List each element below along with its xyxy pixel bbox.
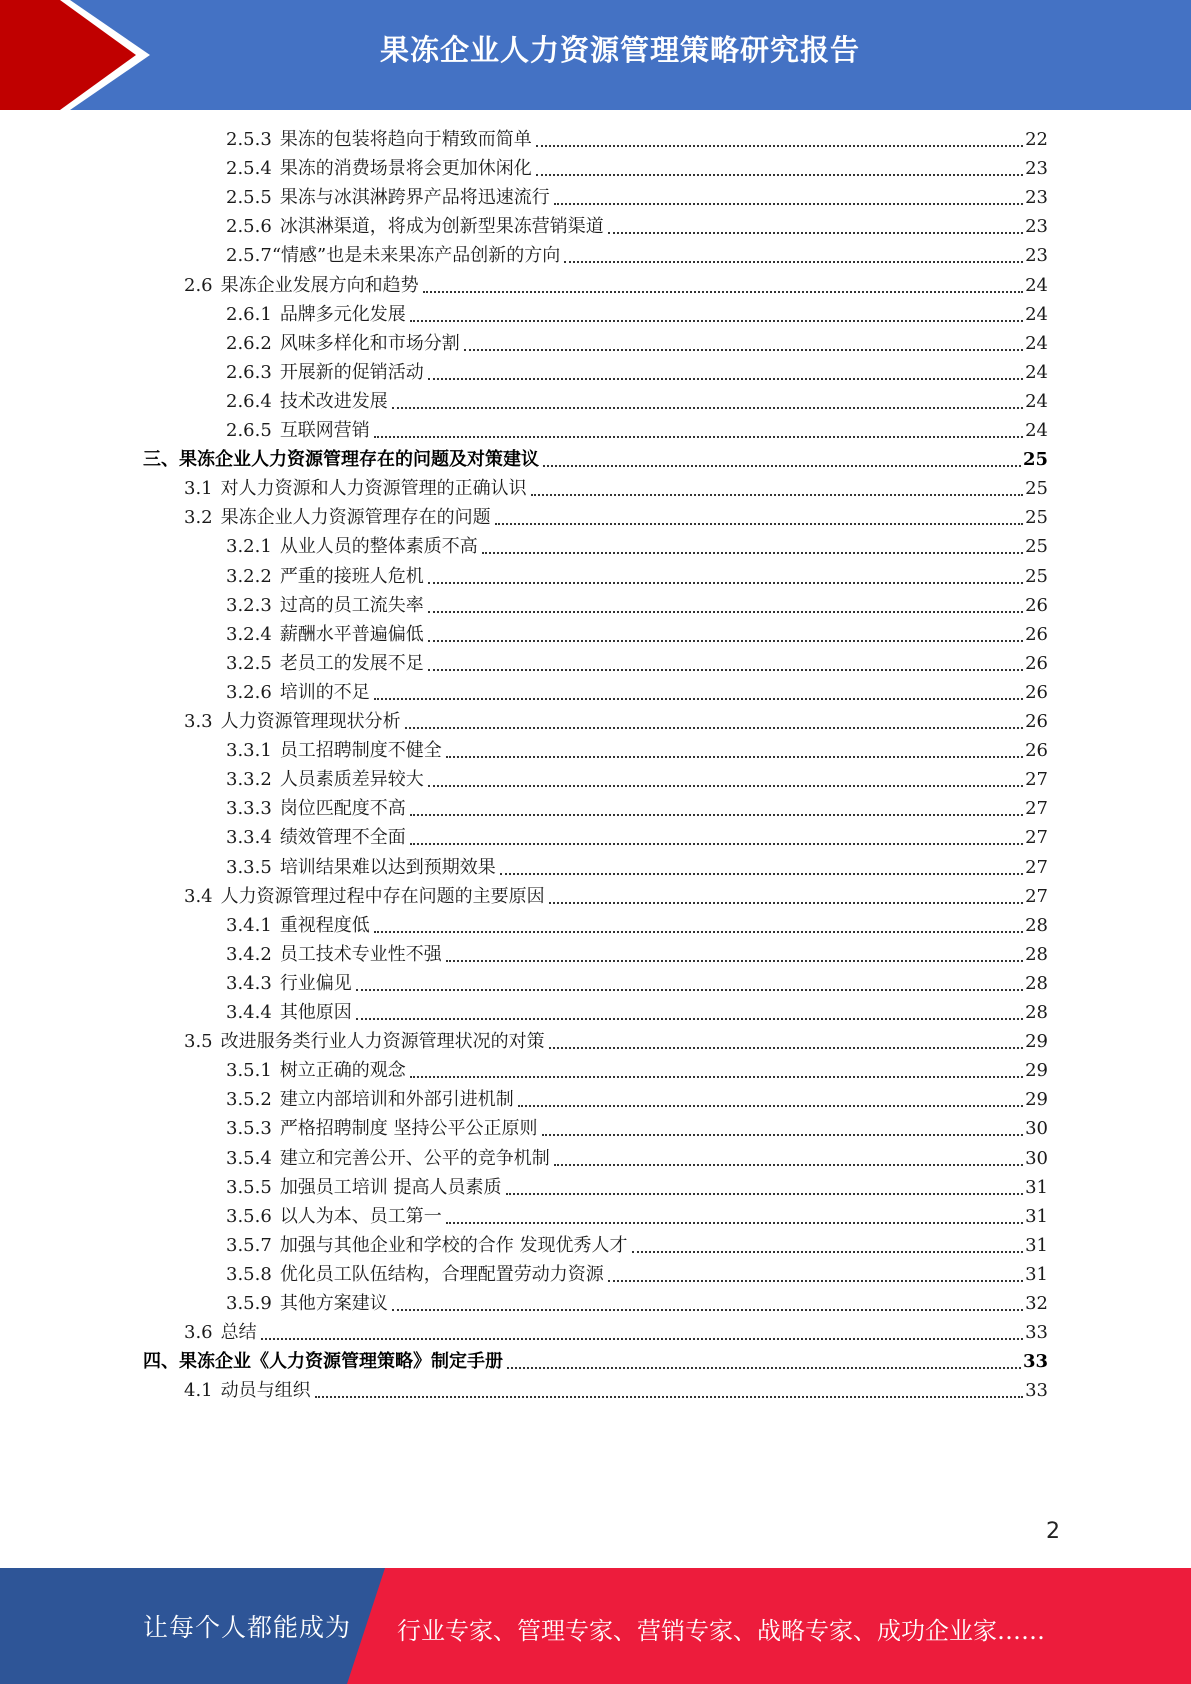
toc-entry[interactable] bbox=[184, 505, 1048, 531]
toc-dot-leader bbox=[531, 494, 1023, 496]
toc-entry[interactable] bbox=[226, 360, 1048, 386]
toc-dot-leader bbox=[543, 465, 1021, 467]
toc-entry-page: 33 bbox=[1022, 1351, 1048, 1373]
toc-entry[interactable] bbox=[226, 767, 1048, 793]
toc-entry-number: 3.2.3 bbox=[226, 594, 272, 616]
toc-entry[interactable] bbox=[226, 243, 1048, 269]
toc-entry[interactable] bbox=[184, 709, 1048, 735]
toc-entry-page: 26 bbox=[1025, 711, 1048, 732]
toc-entry-page: 26 bbox=[1025, 594, 1048, 616]
toc-entry[interactable] bbox=[184, 1378, 1048, 1404]
toc-entry-page: 22 bbox=[1025, 129, 1048, 150]
footer-slogan-right: 行业专家、管理专家、营销专家、战略专家、成功企业家…… bbox=[397, 1617, 1045, 1645]
toc-entry-title: 果冻企业发展方向和趋势 bbox=[220, 274, 419, 296]
toc-dot-leader bbox=[549, 902, 1023, 904]
toc-entry-number: 2.6.4 bbox=[226, 390, 272, 412]
toc-entry-title: 加强与其他企业和学校的合作 发现优秀人才 bbox=[279, 1234, 628, 1256]
toc-entry-page: 24 bbox=[1025, 332, 1048, 354]
toc-dot-leader bbox=[506, 1193, 1024, 1195]
toc-entry-title: 培训结果难以达到预期效果 bbox=[279, 856, 496, 878]
toc-entry-title: 员工技术专业性不强 bbox=[279, 943, 442, 965]
toc-entry[interactable] bbox=[226, 738, 1048, 764]
toc-entry-number: 2.5.4 bbox=[226, 158, 272, 180]
toc-dot-leader bbox=[632, 1251, 1024, 1253]
toc-dot-leader bbox=[549, 1047, 1023, 1049]
toc-dot-leader bbox=[446, 960, 1023, 962]
toc-entry[interactable] bbox=[143, 447, 1048, 473]
toc-dot-leader bbox=[410, 1076, 1023, 1078]
toc-entry-title: 改进服务类行业人力资源管理状况的对策 bbox=[220, 1031, 545, 1053]
toc-entry-page: 31 bbox=[1025, 1205, 1048, 1227]
toc-entry-title: 技术改进发展 bbox=[279, 390, 388, 412]
toc-entry-page: 24 bbox=[1025, 274, 1048, 296]
toc-entry[interactable] bbox=[226, 1291, 1048, 1317]
toc-dot-leader bbox=[518, 1105, 1023, 1107]
toc-entry-number: 4.1 bbox=[184, 1380, 213, 1402]
toc-entry[interactable] bbox=[226, 127, 1048, 153]
toc-entry-title: 老员工的发展不足 bbox=[279, 652, 424, 674]
toc-entry[interactable] bbox=[226, 331, 1048, 357]
toc-entry-page: 26 bbox=[1025, 623, 1048, 645]
toc-entry-page: 24 bbox=[1025, 361, 1048, 383]
toc-entry[interactable] bbox=[226, 1087, 1048, 1113]
toc-entry[interactable] bbox=[226, 1175, 1048, 1201]
toc-entry-page: 24 bbox=[1025, 303, 1048, 325]
toc-entry-page: 23 bbox=[1025, 245, 1048, 267]
toc-entry-number: 3.3.5 bbox=[226, 856, 272, 878]
toc-entry-number: 3.4.3 bbox=[226, 972, 272, 994]
toc-dot-leader bbox=[554, 203, 1023, 205]
toc-entry-number: 3.5.3 bbox=[226, 1118, 272, 1140]
toc-entry-number: 3.5.4 bbox=[226, 1147, 272, 1169]
toc-entry-title: 品牌多元化发展 bbox=[279, 303, 406, 325]
toc-entry-page: 25 bbox=[1025, 478, 1048, 500]
toc-dot-leader bbox=[392, 1309, 1023, 1311]
toc-entry-page: 23 bbox=[1025, 216, 1048, 238]
toc-entry-number: 3.3 bbox=[184, 711, 213, 732]
toc-dot-leader bbox=[410, 843, 1023, 845]
toc-entry-title: 培训的不足 bbox=[279, 681, 370, 703]
toc-entry-title: 建立内部培训和外部引进机制 bbox=[279, 1089, 514, 1111]
toc-dot-leader bbox=[446, 1222, 1023, 1224]
toc-entry-title: 人力资源管理现状分析 bbox=[220, 711, 401, 732]
toc-entry-page: 25 bbox=[1022, 449, 1048, 471]
toc-entry[interactable] bbox=[184, 273, 1048, 299]
document-title: 果冻企业人力资源管理策略研究报告 bbox=[379, 33, 860, 67]
toc-dot-leader bbox=[410, 320, 1023, 322]
toc-dot-leader bbox=[564, 261, 1023, 263]
toc-entry-number: 3.5.6 bbox=[226, 1205, 272, 1227]
toc-entry-number: 2.6 bbox=[184, 274, 213, 296]
toc-entry-page: 23 bbox=[1025, 187, 1048, 209]
toc-entry-title: 树立正确的观念 bbox=[279, 1060, 406, 1082]
toc-entry[interactable] bbox=[184, 1320, 1048, 1346]
toc-entry-number: 3.3.4 bbox=[226, 827, 272, 849]
toc-entry-number: 3.5.1 bbox=[226, 1060, 272, 1082]
toc-entry-number: 3.4.4 bbox=[226, 1002, 272, 1023]
toc-entry-title: 动员与组织 bbox=[220, 1380, 311, 1402]
toc-entry-page: 28 bbox=[1025, 914, 1048, 936]
toc-dot-leader bbox=[428, 669, 1023, 671]
toc-entry-page: 26 bbox=[1025, 681, 1048, 703]
toc-entry-number: 3.6 bbox=[184, 1322, 213, 1344]
toc-entry-title: 岗位匹配度不高 bbox=[279, 798, 406, 820]
toc-entry-title: 加强员工培训 提高人员素质 bbox=[279, 1176, 502, 1198]
toc-entry[interactable] bbox=[143, 1349, 1048, 1375]
toc-entry[interactable] bbox=[226, 185, 1048, 211]
toc-entry-title: 互联网营销 bbox=[279, 420, 370, 441]
footer-slogan-left: 让每个人都能成为 bbox=[143, 1613, 352, 1642]
toc-dot-leader bbox=[261, 1338, 1023, 1340]
toc-entry[interactable] bbox=[226, 1146, 1048, 1172]
toc-entry-page: 31 bbox=[1025, 1176, 1048, 1198]
toc-entry[interactable] bbox=[184, 884, 1048, 910]
toc-entry-number: 3.5 bbox=[184, 1031, 213, 1053]
toc-entry[interactable] bbox=[226, 214, 1048, 240]
toc-entry-title: 薪酬水平普遍偏低 bbox=[279, 623, 424, 645]
toc-entry-title: 严重的接班人危机 bbox=[279, 565, 424, 587]
toc-entry-number: 3.2.5 bbox=[226, 652, 272, 674]
toc-entry-page: 26 bbox=[1025, 740, 1048, 762]
toc-entry-title: 果冻的消费场景将会更加休闲化 bbox=[279, 158, 532, 180]
toc-entry-page: 29 bbox=[1025, 1089, 1048, 1111]
toc-entry[interactable] bbox=[226, 1233, 1048, 1259]
toc-entry-title: 果冻企业人力资源管理存在的问题及对策建议 bbox=[179, 449, 539, 471]
toc-entry-page: 25 bbox=[1025, 536, 1048, 558]
toc-entry[interactable] bbox=[226, 156, 1048, 182]
toc-entry[interactable] bbox=[184, 1029, 1048, 1055]
toc-entry[interactable] bbox=[226, 796, 1048, 822]
toc-dot-leader bbox=[608, 1280, 1023, 1282]
toc-entry-title: 开展新的促销活动 bbox=[279, 361, 424, 383]
toc-entry-number: 四、 bbox=[143, 1351, 179, 1373]
page-header bbox=[0, 0, 1191, 110]
toc-entry-title: 建立和完善公开、公平的竞争机制 bbox=[279, 1147, 550, 1169]
toc-entry-number: 3.5.2 bbox=[226, 1089, 272, 1111]
toc-dot-leader bbox=[392, 407, 1023, 409]
toc-entry[interactable] bbox=[226, 680, 1048, 706]
toc-dot-leader bbox=[356, 989, 1023, 991]
toc-entry-page: 25 bbox=[1025, 507, 1048, 529]
toc-entry-number: 3.2.6 bbox=[226, 681, 272, 703]
toc-dot-leader bbox=[428, 785, 1023, 787]
toc-entry-number: 2.5.6 bbox=[226, 216, 272, 238]
toc-entry[interactable] bbox=[226, 651, 1048, 677]
toc-entry-title: 果冻的包装将趋向于精致而简单 bbox=[279, 129, 532, 150]
toc-entry-title: 从业人员的整体素质不高 bbox=[279, 536, 478, 558]
toc-entry-number: 2.6.1 bbox=[226, 303, 272, 325]
toc-entry[interactable] bbox=[226, 913, 1048, 939]
toc-dot-leader bbox=[405, 727, 1023, 729]
toc-entry-number: 3.3.3 bbox=[226, 798, 272, 820]
toc-entry-page: 27 bbox=[1025, 856, 1048, 878]
toc-entry-page: 31 bbox=[1025, 1234, 1048, 1256]
toc-entry[interactable] bbox=[184, 476, 1048, 502]
toc-entry-title: 对人力资源和人力资源管理的正确认识 bbox=[220, 478, 527, 500]
toc-entry-number: 三、 bbox=[143, 449, 179, 471]
toc-dot-leader bbox=[428, 378, 1023, 380]
toc-entry-title: 过高的员工流失率 bbox=[279, 594, 424, 616]
toc-dot-leader bbox=[495, 523, 1023, 525]
toc-dot-leader bbox=[423, 291, 1023, 293]
toc-entry[interactable] bbox=[226, 622, 1048, 648]
toc-entry[interactable] bbox=[226, 389, 1048, 415]
toc-entry-number: 3.2.2 bbox=[226, 565, 272, 587]
page-footer bbox=[0, 1568, 1191, 1684]
toc-entry[interactable] bbox=[226, 1262, 1048, 1288]
toc-entry-page: 27 bbox=[1025, 885, 1048, 907]
toc-entry-number: 3.2.4 bbox=[226, 623, 272, 645]
toc-entry-number: 3.4 bbox=[184, 885, 213, 907]
toc-entry[interactable] bbox=[226, 971, 1048, 997]
toc-entry-number: 3.5.8 bbox=[226, 1263, 272, 1285]
toc-dot-leader bbox=[374, 698, 1023, 700]
toc-entry-page: 29 bbox=[1025, 1031, 1048, 1053]
toc-entry-title: 人力资源管理过程中存在问题的主要原因 bbox=[220, 885, 545, 907]
toc-entry-title: 果冻企业人力资源管理存在的问题 bbox=[220, 507, 491, 529]
toc-entry-title: 其他原因 bbox=[279, 1002, 352, 1023]
toc-entry-number: 3.5.7 bbox=[226, 1234, 272, 1256]
toc-dot-leader bbox=[315, 1396, 1023, 1398]
toc-entry-title: 严格招聘制度 坚持公平公正原则 bbox=[279, 1118, 538, 1140]
toc-entry[interactable] bbox=[226, 825, 1048, 851]
toc-entry-page: 33 bbox=[1025, 1380, 1048, 1402]
toc-dot-leader bbox=[428, 611, 1023, 613]
toc-entry[interactable] bbox=[226, 418, 1048, 444]
toc-entry-number: 2.5.3 bbox=[226, 129, 272, 150]
toc-entry-page: 32 bbox=[1025, 1293, 1048, 1314]
toc-entry-title: 以人为本、员工第一 bbox=[279, 1205, 442, 1227]
toc-entry-title: 重视程度低 bbox=[279, 914, 370, 936]
toc-dot-leader bbox=[608, 232, 1023, 234]
toc-entry-number: 3.1 bbox=[184, 478, 213, 500]
toc-entry-number: 3.2 bbox=[184, 507, 213, 529]
toc-entry-number: 2.6.5 bbox=[226, 420, 272, 441]
toc-dot-leader bbox=[446, 756, 1023, 758]
toc-entry-title: 果冻企业《人力资源管理策略》制定手册 bbox=[179, 1351, 503, 1373]
toc-entry-number: 2.5.5 bbox=[226, 187, 272, 209]
toc-entry-title: 优化员工队伍结构，合理配置劳动力资源 bbox=[279, 1263, 604, 1285]
toc-entry-page: 33 bbox=[1025, 1322, 1048, 1344]
toc-dot-leader bbox=[410, 814, 1023, 816]
toc-dot-leader bbox=[507, 1367, 1021, 1369]
toc-entry-title: “情感”也是未来果冻产品创新的方向 bbox=[271, 245, 561, 267]
toc-dot-leader bbox=[374, 931, 1023, 933]
toc-dot-leader bbox=[428, 640, 1023, 642]
toc-entry-page: 24 bbox=[1025, 390, 1048, 412]
toc-dot-leader bbox=[536, 174, 1023, 176]
toc-entry-page: 27 bbox=[1025, 798, 1048, 820]
toc-entry-page: 24 bbox=[1025, 420, 1048, 441]
toc-entry-title: 员工招聘制度不健全 bbox=[279, 740, 442, 762]
toc-entry-page: 27 bbox=[1025, 769, 1048, 791]
toc-entry[interactable] bbox=[226, 1204, 1048, 1230]
toc-entry-number: 3.4.2 bbox=[226, 943, 272, 965]
toc-dot-leader bbox=[464, 349, 1023, 351]
toc-entry-page: 28 bbox=[1025, 972, 1048, 994]
toc-entry[interactable] bbox=[226, 1000, 1048, 1026]
toc-dot-leader bbox=[536, 145, 1023, 147]
toc-entry-title: 绩效管理不全面 bbox=[279, 827, 406, 849]
toc-entry-number: 3.3.1 bbox=[226, 740, 272, 762]
toc-entry-page: 27 bbox=[1025, 827, 1048, 849]
toc-entry-page: 28 bbox=[1025, 943, 1048, 965]
toc-dot-leader bbox=[500, 873, 1023, 875]
toc-dot-leader bbox=[374, 436, 1023, 438]
toc-entry-number: 3.2.1 bbox=[226, 536, 272, 558]
toc-entry-page: 23 bbox=[1025, 158, 1048, 180]
toc-entry-title: 人员素质差异较大 bbox=[279, 769, 424, 791]
toc-entry-title: 行业偏见 bbox=[279, 972, 352, 994]
toc-entry-number: 2.6.3 bbox=[226, 361, 272, 383]
toc-dot-leader bbox=[428, 582, 1023, 584]
toc-entry-page: 30 bbox=[1025, 1118, 1048, 1140]
toc-entry[interactable] bbox=[226, 564, 1048, 590]
toc-entry-number: 3.5.9 bbox=[226, 1293, 272, 1314]
toc-entry[interactable] bbox=[226, 942, 1048, 968]
toc-entry[interactable] bbox=[226, 1116, 1048, 1142]
toc-dot-leader bbox=[542, 1134, 1024, 1136]
toc-entry-number: 2.5.7 bbox=[226, 245, 272, 267]
page-number: 2 bbox=[1046, 1519, 1060, 1544]
toc-entry-page: 26 bbox=[1025, 652, 1048, 674]
toc-entry-page: 29 bbox=[1025, 1060, 1048, 1082]
toc-entry-title: 果冻与冰淇淋跨界产品将迅速流行 bbox=[279, 187, 550, 209]
toc-entry-number: 3.3.2 bbox=[226, 769, 272, 791]
toc-entry-title: 其他方案建议 bbox=[279, 1293, 388, 1314]
toc-entry-title: 冰淇淋渠道，将成为创新型果冻营销渠道 bbox=[279, 216, 604, 238]
toc-entry[interactable] bbox=[226, 855, 1048, 881]
toc-entry[interactable] bbox=[226, 1058, 1048, 1084]
toc-entry[interactable] bbox=[226, 593, 1048, 619]
toc-entry-number: 2.6.2 bbox=[226, 332, 272, 354]
toc-entry-page: 28 bbox=[1025, 1002, 1048, 1023]
toc-entry-number: 3.4.1 bbox=[226, 914, 272, 936]
toc-entry-number: 3.5.5 bbox=[226, 1176, 272, 1198]
toc-dot-leader bbox=[356, 1018, 1023, 1020]
toc-entry[interactable] bbox=[226, 302, 1048, 328]
toc-dot-leader bbox=[482, 552, 1023, 554]
toc-entry-title: 总结 bbox=[220, 1322, 257, 1344]
toc-entry-page: 31 bbox=[1025, 1263, 1048, 1285]
toc-entry-page: 25 bbox=[1025, 565, 1048, 587]
toc-entry-title: 风味多样化和市场分割 bbox=[279, 332, 460, 354]
toc-dot-leader bbox=[554, 1164, 1023, 1166]
toc-entry[interactable] bbox=[226, 534, 1048, 560]
toc-entry-page: 30 bbox=[1025, 1147, 1048, 1169]
